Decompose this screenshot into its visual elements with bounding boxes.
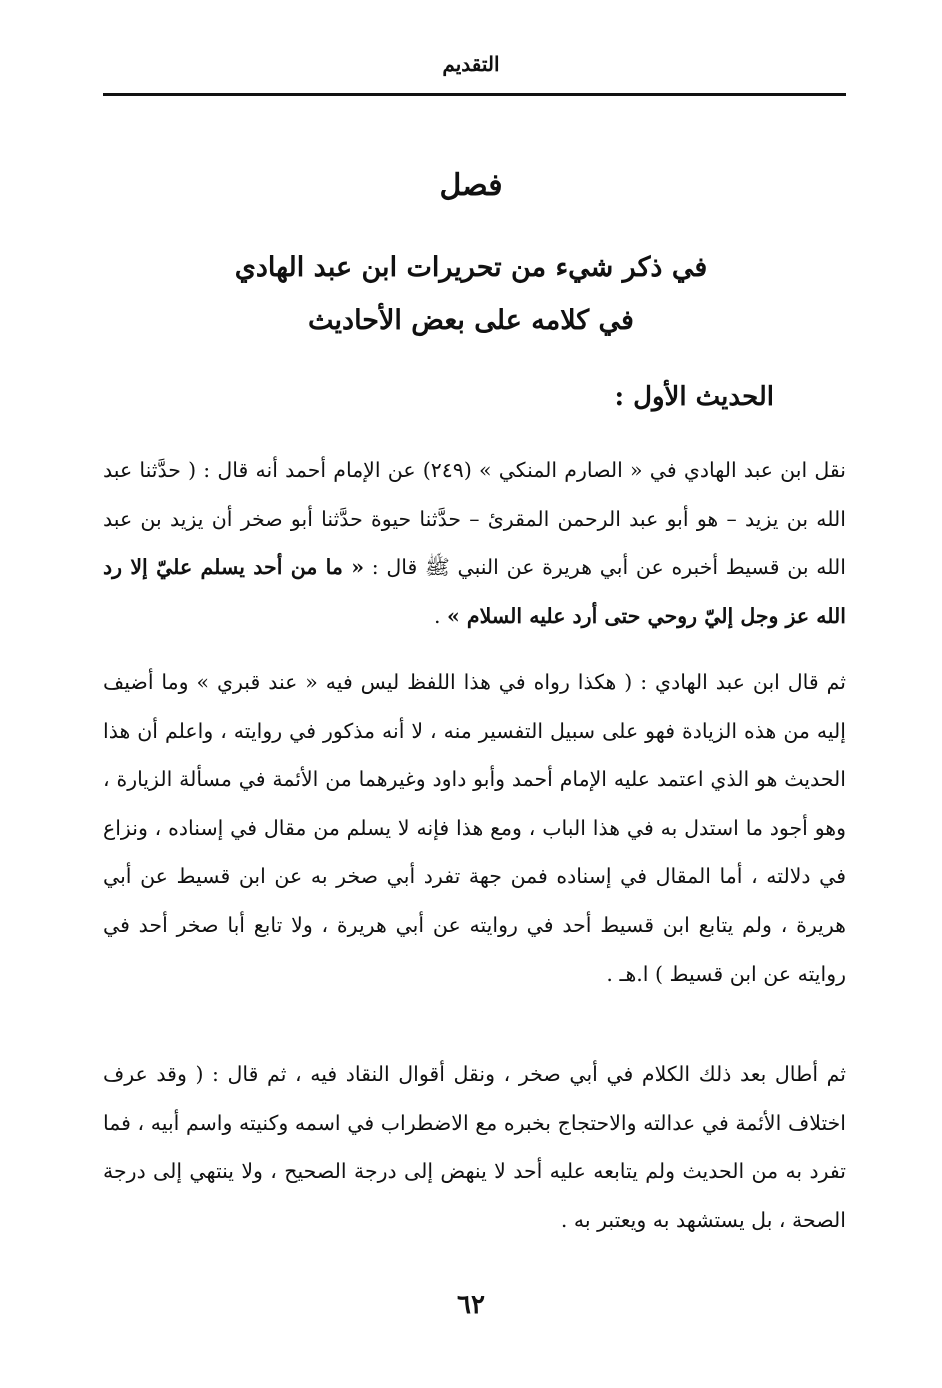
page-number: ٦٢ [457, 1290, 485, 1320]
paragraph-3: ثم أطال بعد ذلك الكلام في أبي صخر ، ونقل أقوال النقاد فيه ، ثم قال : ( وقد عرف اختلاف الأئمة في عدالته والاحتجاج بخبره مع الاضطراب في اسمه وكنيته واسم أبيه ، فما تفرد به من الحديث ولم يتابعه عليه أحد لا ينهض إلى درجة الصحيح ، ولا ينتهي إلى درجة الصحة ، بل يستشهد به ويعتبر به . [103, 1062, 846, 1232]
paragraph-1-intro: نقل ابن عبد الهادي في « الصارم المنكي » (٢٤٩) عن الإمام أحمد أنه قال : ( حدَّثنا عبد الله بن يزيد – هو أبو عبد الرحمن المقرئ – حدَّثنا حيوة حدَّثنا أبو صخر أن يزيد بن عبد الله بن قسيط أخبره عن أبي هريرة عن النبي ﷺ قال : [103, 458, 846, 580]
subtitle-line-2: في كلامه على بعض الأحاديث [308, 305, 634, 336]
header-rule [103, 93, 846, 96]
paragraph-2: ثم قال ابن عبد الهادي : ( هكذا رواه في هذا اللفظ ليس فيه « عند قبري » وما أضيف إليه من هذه الزيادة فهو على سبيل التفسير منه ، لا أنه مذكور في روايته ، واعلم أن هذا الحديث هو الذي اعتمد عليه الإمام أحمد وأبو داود وغيرهما من الأئمة في مسألة الزيارة ، وهو أجود ما استدل به في هذا الباب ، ومع هذا فإنه لا يسلم من مقال في إسناده ، ونزاع في دلالته ، أما المقال في إسناده فمن جهة تفرد أبي صخر به عن ابن قسيط عن أبي هريرة ، ولم يتابع ابن قسيط أحد في روايته عن أبي هريرة ، ولا تابع أبا صخر أحد في روايته عن ابن قسيط ) ا.هـ . [103, 670, 846, 986]
hadith-quote: « ما من أحد يسلم عليّ إلا رد الله عز وجل إليّ روحي حتى أرد عليه السلام » [103, 555, 846, 628]
paragraph-1-end: . [433, 603, 447, 628]
paragraph-1 [103, 446, 918, 640]
chapter-title: فصل [439, 168, 503, 203]
subtitle-line-1: في ذكر شيء من تحريرات ابن عبد الهادي [234, 252, 708, 283]
section-heading: الحديث الأول : [614, 382, 774, 412]
running-header: التقديم [442, 52, 500, 76]
